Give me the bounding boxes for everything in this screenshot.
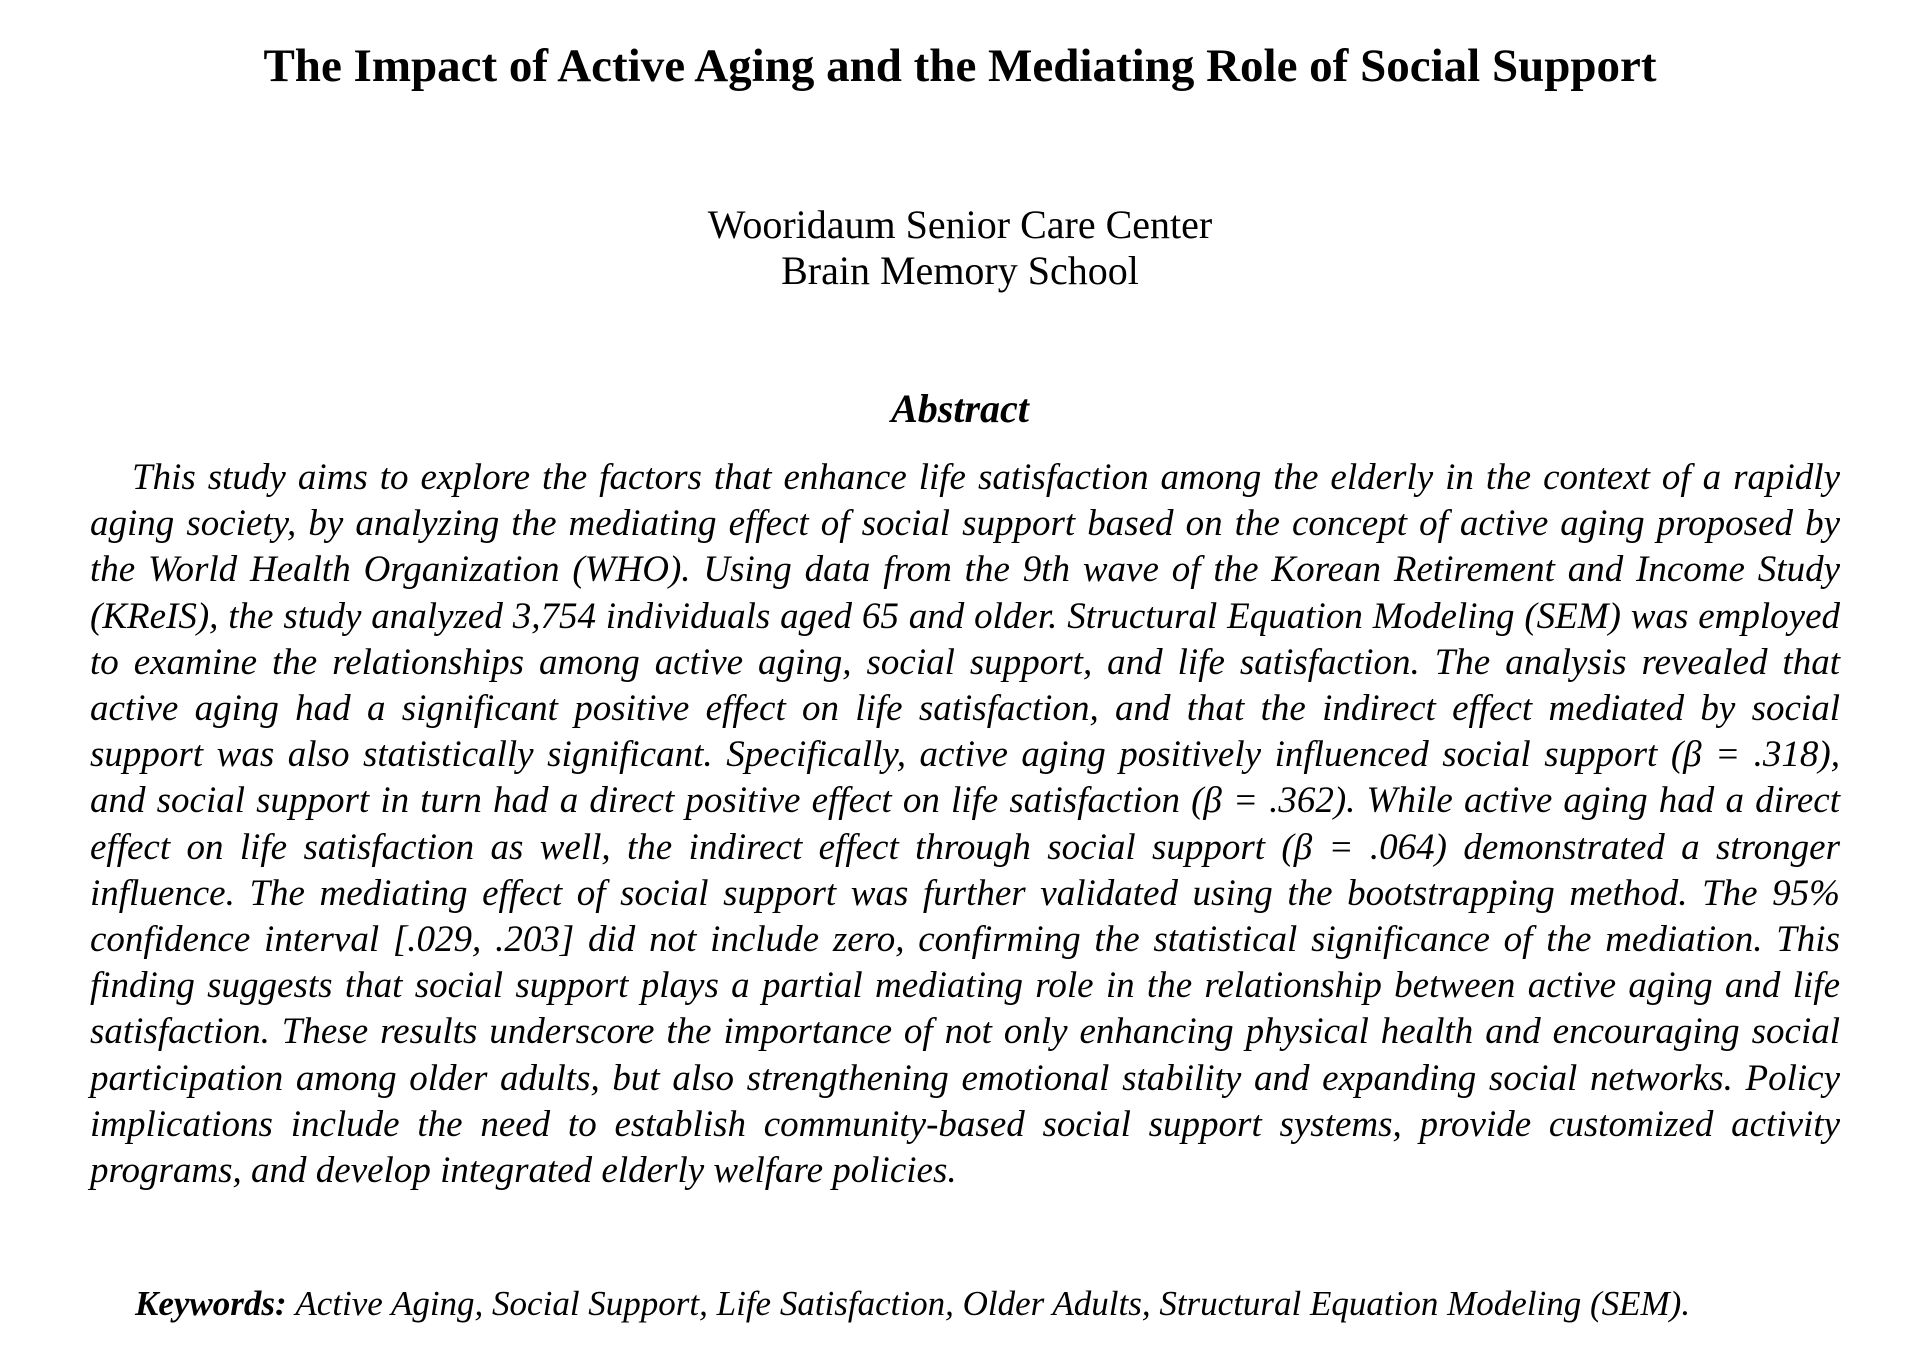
paper-title: The Impact of Active Aging and the Mediating Role of Social Support: [263, 40, 1657, 92]
keywords-line: [135, 1282, 1855, 1326]
affiliation-line-1: Wooridaum Senior Care Center: [707, 202, 1213, 247]
author-affiliation: [0, 202, 1920, 294]
abstract-heading: Abstract: [891, 386, 1029, 431]
keywords-list: Active Aging, Social Support, Life Satisfaction, Older Adults, Structural Equation Modeling (SEM).: [295, 1284, 1691, 1323]
affiliation-line-2: Brain Memory School: [781, 248, 1139, 293]
abstract-body: This study aims to explore the factors that enhance life satisfaction among the elderly in the context of a rapidly aging society, by analyzing the mediating effect of social support based on the concept of active aging proposed by the World Health Organization (WHO). Using data from the 9th wave of the Korean Retirement and Income Study (KReIS), the study analyzed 3,754 individuals aged 65 and older. Structural Equation Modeling (SEM) was employed to examine the relationships among active aging, social support, and life satisfaction. The analysis revealed that active aging had a significant positive effect on life satisfaction, and that the indirect effect mediated by social support was also statistically significant. Specifically, active aging positively influenced social support (β = .318), and social support in turn had a direct positive effect on life satisfaction (β = .362). While active aging had a direct effect on life satisfaction as well, the indirect effect through social support (β = .064) demonstrated a stronger influence. The mediating effect of social support was further validated using the bootstrapping method. The 95% confidence interval [.029, .203] did not include zero, confirming the statistical significance of the mediation. This finding suggests that social support plays a partial mediating role in the relationship between active aging and life satisfaction. These results underscore the importance of not only enhancing physical health and encouraging social participation among older adults, but also strengthening emotional stability and expanding social networks. Policy implications include the need to establish community-based social support systems, provide customized activity programs, and develop integrated elderly welfare policies.: [90, 457, 1840, 1192]
keywords-label: Keywords:: [135, 1284, 287, 1323]
